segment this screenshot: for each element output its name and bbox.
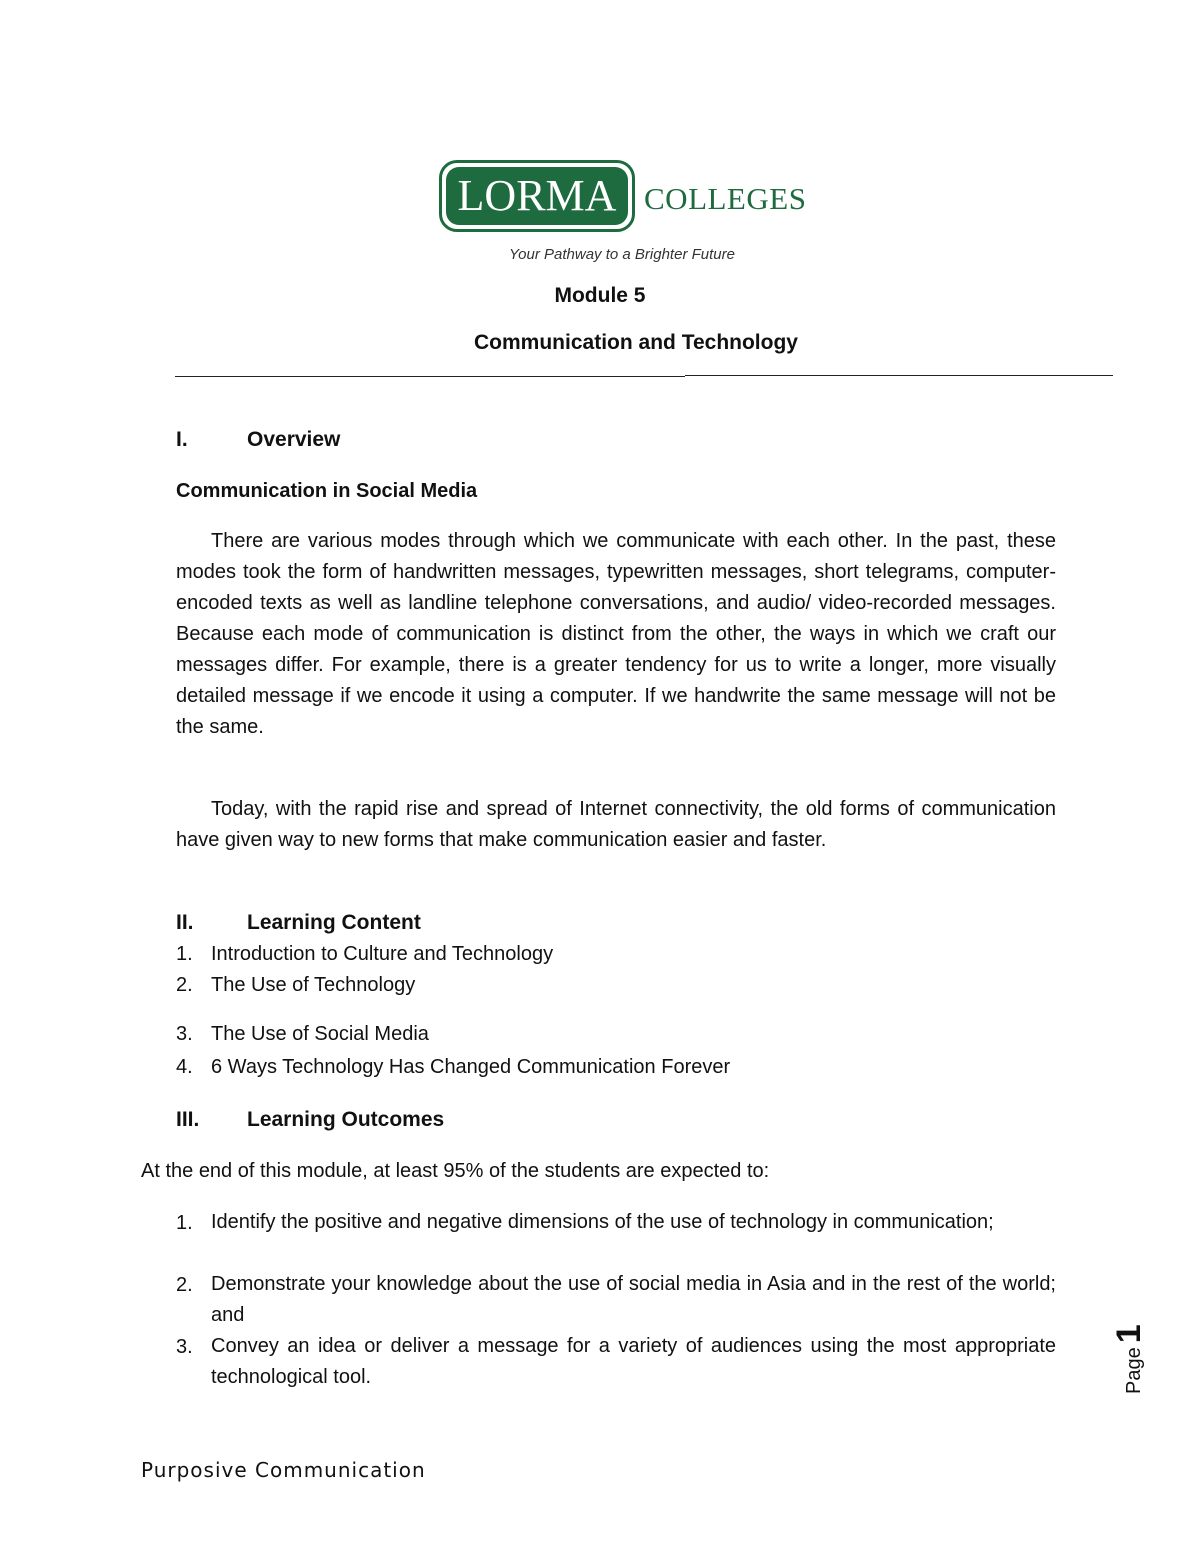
logo-badge (439, 160, 635, 232)
title-divider-right (685, 375, 1113, 376)
outcome-item-number: 2. (176, 1274, 193, 1296)
page-label: Page (1123, 1347, 1145, 1394)
content-item-text: The Use of Social Media (211, 1023, 429, 1045)
content-item-text: The Use of Technology (211, 974, 416, 996)
content-item-number: 4. (176, 1056, 193, 1078)
section-number-overview: I. (176, 428, 188, 451)
outcomes-intro: At the end of this module, at least 95% of the students are expected to: (141, 1160, 770, 1182)
module-number: Module 5 (554, 284, 646, 307)
outcome-item-text: Convey an idea or deliver a message for a variety of audiences using the most appropriate technological tool. (211, 1335, 1056, 1388)
overview-paragraph-1: There are various modes through which we communicate with each other. In the past, these modes took the form of handwritten messages, typewritten messages, short telegrams, computer-encoded texts as well as landline telephone conversations, and audio/ video-recorded messages. Because each mode of communication is distinct from the other, the ways in which we craft our messages differ. For example, there is a greater tendency for us to write a longer, more visually detailed message if we encode it using a computer. If we handwrite the same message will not be the same. (176, 530, 1056, 738)
page-number: 1 (1110, 1324, 1148, 1344)
logo-main-text: LORMA (446, 167, 628, 225)
tagline: Your Pathway to a Brighter Future (509, 246, 735, 263)
content-item-number: 3. (176, 1023, 193, 1045)
course-footer: Purposive Communication (141, 1458, 426, 1482)
section-number-learning-outcomes: III. (176, 1108, 200, 1131)
content-item-number: 1. (176, 943, 193, 965)
content-item-number: 2. (176, 974, 193, 996)
logo-secondary-text: COLLEGES (644, 181, 807, 216)
section-title-learning-content: Learning Content (247, 911, 421, 934)
overview-paragraph-2: Today, with the rapid rise and spread of Internet connectivity, the old forms of communication have given way to new forms that make communication easier and faster. (176, 798, 1056, 851)
outcome-item-number: 3. (176, 1336, 193, 1358)
title-divider-left (175, 376, 685, 377)
subsection-title: Communication in Social Media (176, 480, 478, 502)
content-item-text: Introduction to Culture and Technology (211, 943, 554, 965)
section-title-overview: Overview (247, 428, 341, 451)
outcome-item-number: 1. (176, 1212, 193, 1234)
outcome-item-text: Demonstrate your knowledge about the use of social media in Asia and in the rest of the world; and (211, 1273, 1056, 1326)
section-title-learning-outcomes: Learning Outcomes (247, 1108, 445, 1131)
page-number-mark (1108, 1320, 1168, 1400)
module-title: Communication and Technology (474, 331, 798, 354)
section-number-learning-content: II. (176, 911, 194, 934)
content-item-text: 6 Ways Technology Has Changed Communication Forever (211, 1056, 731, 1078)
outcome-item-text: Identify the positive and negative dimensions of the use of technology in communication; (211, 1211, 994, 1233)
